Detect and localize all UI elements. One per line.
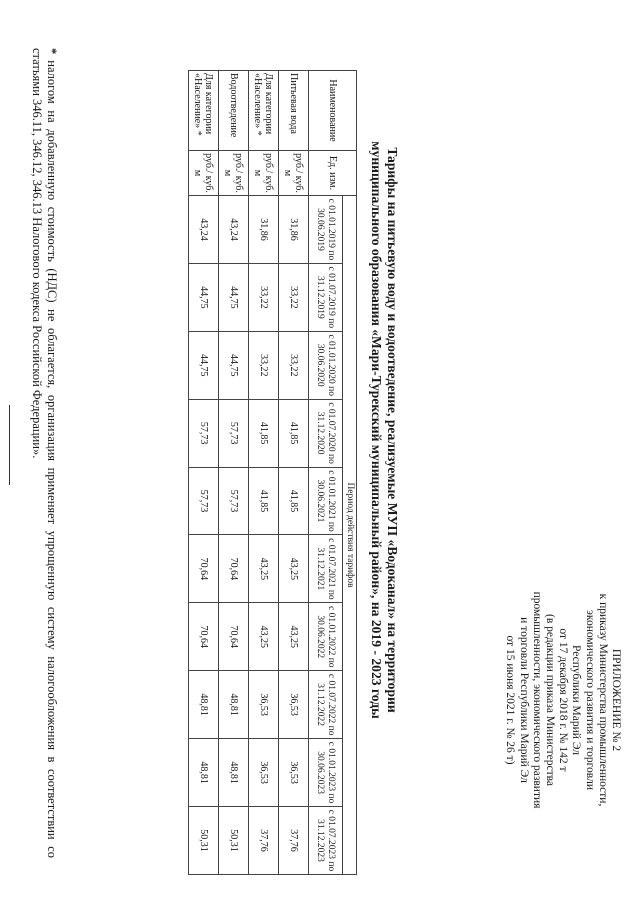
tariff-value: 70,64	[189, 603, 219, 671]
tariff-value: 36,53	[249, 671, 279, 739]
tariff-value: 31,86	[249, 196, 279, 264]
period-header: с 01.01.2020 по 30.06.2020	[309, 331, 343, 399]
tariff-value: 50,31	[219, 807, 249, 875]
appendix-line: Республики Марий Эл	[570, 644, 583, 755]
title-line-1: Тарифы на питьевую воду и водоотведение, реализуемые МУП «Водоканал» на территории	[385, 147, 400, 713]
tariff-value: 48,81	[219, 671, 249, 739]
period-header: с 01.07.2020 по 31.12.2020	[309, 399, 343, 467]
row-unit: руб./ куб. м	[279, 151, 309, 196]
appendix-line: ПРИЛОЖЕНИЕ № 2	[610, 648, 622, 752]
tariff-value: 44,75	[189, 263, 219, 331]
tariff-value: 41,85	[249, 467, 279, 535]
appendix-header	[503, 555, 622, 845]
tariff-value: 31,86	[279, 196, 309, 264]
tariff-value: 57,73	[219, 399, 249, 467]
tariff-value: 43,25	[249, 535, 279, 603]
end-rule	[9, 405, 10, 485]
tariff-value: 36,53	[279, 671, 309, 739]
tariff-value: 57,73	[219, 467, 249, 535]
row-unit: руб./ куб. м	[249, 151, 279, 196]
tariff-value: 70,64	[189, 535, 219, 603]
period-header: с 01.01.2022 по 30.06.2022	[309, 603, 343, 671]
row-name: Для категории «Население» *	[189, 71, 219, 151]
table-row	[249, 71, 279, 875]
period-header: с 01.01.2019 по 30.06.2019	[309, 196, 343, 264]
period-header: с 01.07.2022 по 31.12.2022	[309, 671, 343, 739]
tariff-value: 33,22	[279, 263, 309, 331]
tariff-value: 48,81	[189, 671, 219, 739]
tariff-value: 36,53	[279, 739, 309, 807]
tariff-value: 43,25	[279, 603, 309, 671]
period-header: с 01.07.2019 по 31.12.2019	[309, 263, 343, 331]
tariff-value: 48,81	[219, 739, 249, 807]
period-header: с 01.01.2021 по 30.06.2021	[309, 467, 343, 535]
row-unit: руб./ куб. м	[219, 151, 249, 196]
table-row	[219, 71, 249, 875]
tariff-value: 41,85	[279, 467, 309, 535]
header-period: Период действия тарифов	[343, 196, 357, 875]
tariff-value: 70,64	[219, 535, 249, 603]
tariff-value: 44,75	[189, 331, 219, 399]
table-row	[189, 71, 219, 875]
title-line-2: муниципального образования «Мари-Турекский муниципальный район», на 2019 - 2023 годы	[369, 141, 384, 719]
tariff-value: 37,76	[249, 807, 279, 875]
tariff-value: 33,22	[279, 331, 309, 399]
tariff-value: 37,76	[279, 807, 309, 875]
row-name: Питьевая вода	[279, 71, 309, 151]
appendix-line: экономического развития и торговли	[583, 610, 596, 790]
document-title	[368, 40, 400, 820]
period-header: с 01.07.2021 по 31.12.2021	[309, 535, 343, 603]
row-name: Водоотведение	[219, 71, 249, 151]
tariff-value: 44,75	[219, 331, 249, 399]
appendix-line: от 15 июня 2021 г. № 26 т)	[504, 635, 517, 765]
row-unit: руб./ куб. м	[189, 151, 219, 196]
tariff-value: 33,22	[249, 331, 279, 399]
tariff-value: 41,85	[249, 399, 279, 467]
appendix-line: к приказу Министерства промышленности,	[596, 593, 609, 807]
tariff-value: 57,73	[189, 467, 219, 535]
tariff-value: 43,24	[189, 196, 219, 264]
tariff-value: 41,85	[279, 399, 309, 467]
tariff-value: 48,81	[189, 739, 219, 807]
row-name: Для категории «Население» *	[249, 71, 279, 151]
tariff-value: 33,22	[249, 263, 279, 331]
header-unit: Ед. изм.	[309, 151, 357, 196]
tariff-value: 70,64	[219, 603, 249, 671]
tariff-value: 36,53	[249, 739, 279, 807]
appendix-line: от 17 декабря 2018 г. № 142 т	[557, 628, 570, 772]
tariff-value: 43,25	[279, 535, 309, 603]
appendix-line: (в редакции приказа Министерства	[543, 613, 556, 786]
footnote-text: налогом на добавленную стоимость (НДС) не облагается, организация применяет упрощенную систему налогообложения в соответствии со статьями 346.11, 346.12, 346.13 Налогового кодекса Российской Федерации».	[30, 48, 59, 858]
footnote	[29, 48, 59, 858]
table-row	[279, 71, 309, 875]
tariff-table	[188, 70, 357, 875]
tariff-value: 50,31	[189, 807, 219, 875]
tariff-value: 43,24	[219, 196, 249, 264]
header-name: Наименование	[309, 71, 357, 151]
period-header: с 01.01.2023 по 30.06.2023	[309, 739, 343, 807]
tariff-value: 43,25	[249, 603, 279, 671]
tariff-value: 57,73	[189, 399, 219, 467]
appendix-line: и торговли Республики Марий Эл	[517, 617, 530, 783]
footnote-marker: *	[45, 48, 59, 55]
period-header: с 01.07.2023 по 31.12.2023	[309, 807, 343, 875]
tariff-value: 44,75	[219, 263, 249, 331]
appendix-line: промышленности, экономического развития	[530, 591, 543, 809]
